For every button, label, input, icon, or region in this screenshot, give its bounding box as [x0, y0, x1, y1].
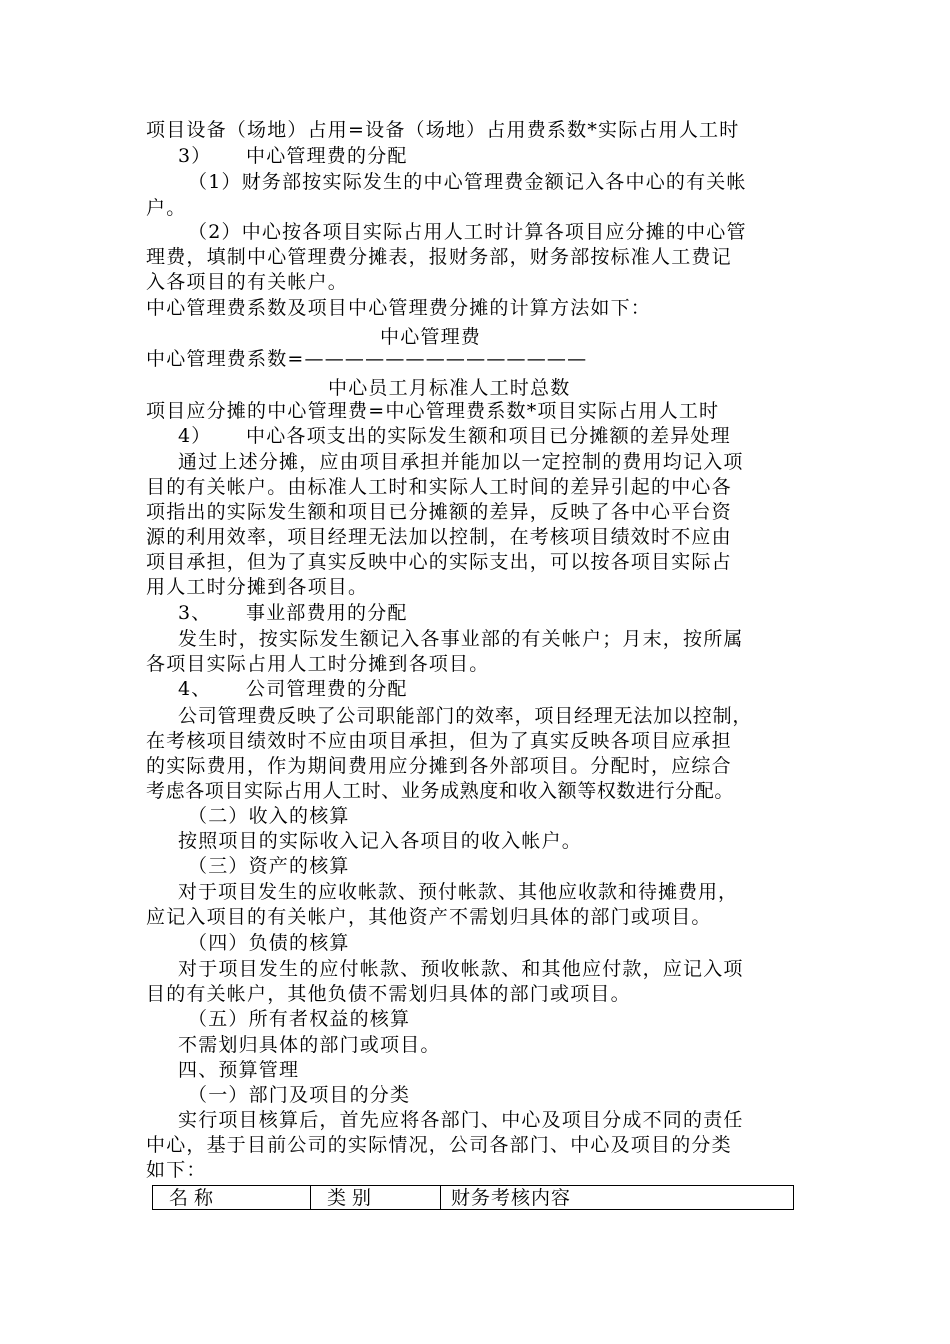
formula-denominator: 中心员工月标准人工时总数	[328, 377, 571, 399]
paragraph-line: 项目设备（场地）占用=设备（场地）占用费系数*实际占用人工时	[146, 119, 740, 141]
paragraph-line: 不需划归具体的部门或项目。	[178, 1034, 441, 1056]
section-heading	[178, 676, 408, 702]
section-heading	[178, 600, 408, 626]
paragraph-line: 通过上述分摊，应由项目承担并能加以一定控制的费用均记入项	[178, 451, 744, 473]
heading-number: 3、	[178, 602, 212, 624]
section-heading	[178, 143, 408, 169]
paragraph-line: 项指出的实际发生额和项目已分摊额的差异，反映了各中心平台资	[146, 501, 732, 523]
paragraph-line: 目的有关帐户。由标准人工时和实际人工时间的差异引起的中心各	[146, 476, 732, 498]
heading-text: 公司管理费的分配	[246, 678, 408, 700]
subsection-heading: （四）负债的核算	[188, 932, 350, 954]
paragraph-line: 对于项目发生的应付帐款、预收帐款、和其他应付款，应记入项	[178, 958, 744, 980]
paragraph-line: 用人工时分摊到各项目。	[146, 576, 369, 598]
paragraph-line: 目的有关帐户，其他负债不需划归具体的部门或项目。	[146, 983, 631, 1005]
paragraph-line: 各项目实际占用人工时分摊到各项目。	[146, 653, 490, 675]
paragraph-line: 项目应分摊的中心管理费=中心管理费系数*项目实际占用人工时	[146, 400, 720, 422]
paragraph-line: 中心管理费系数及项目中心管理费分摊的计算方法如下：	[146, 297, 652, 319]
paragraph-line: 户。	[146, 197, 187, 219]
paragraph-line: 项目承担，但为了真实反映中心的实际支出，可以按各项目实际占	[146, 551, 732, 573]
paragraph-line: 应记入项目的有关帐户，其他资产不需划归具体的部门或项目。	[146, 906, 712, 928]
heading-text: 事业部费用的分配	[246, 602, 408, 624]
formula-numerator: 中心管理费	[380, 326, 482, 348]
subsection-heading: （二）收入的核算	[188, 805, 350, 827]
subsection-heading: （一）部门及项目的分类	[188, 1084, 411, 1106]
table-header-row	[153, 1186, 794, 1210]
table-header-cell: 类别	[311, 1186, 441, 1210]
paragraph-line: 对于项目发生的应收帐款、预付帐款、其他应收款和待摊费用，	[178, 881, 739, 903]
paragraph-line: 理费，填制中心管理费分摊表，报财务部，财务部按标准人工费记	[146, 246, 732, 268]
table-header-cell: 财务考核内容	[441, 1186, 794, 1210]
paragraph-line: 考虑各项目实际占用人工时、业务成熟度和收入额等权数进行分配。	[146, 780, 735, 802]
paragraph-line: 公司管理费反映了公司职能部门的效率，项目经理无法加以控制，	[178, 705, 753, 727]
classification-table	[152, 1185, 794, 1210]
heading-text: 中心各项支出的实际发生额和项目已分摊额的差异处理	[246, 425, 731, 447]
paragraph-line: 中心，基于目前公司的实际情况，公司各部门、中心及项目的分类	[146, 1134, 732, 1156]
formula-line: 中心管理费系数=——————————————	[146, 348, 588, 370]
paragraph-line: 入各项目的有关帐户。	[146, 271, 349, 293]
paragraph-line: 在考核项目绩效时不应由项目承担，但为了真实反映各项目应承担	[146, 730, 732, 752]
section-heading	[178, 423, 731, 449]
paragraph-line: 的实际费用，作为期间费用应分摊到各外部项目。分配时，应综合	[146, 755, 732, 777]
paragraph-line: 发生时，按实际发生额记入各事业部的有关帐户；月末，按所属	[178, 628, 744, 650]
paragraph-line: （1）财务部按实际发生的中心管理费金额记入各中心的有关帐	[188, 171, 747, 193]
paragraph-line: 如下：	[146, 1159, 207, 1181]
table-header-cell: 名称	[153, 1186, 311, 1210]
paragraph-line: 按照项目的实际收入记入各项目的收入帐户。	[178, 830, 583, 852]
heading-number: 4、	[178, 678, 212, 700]
heading-number: 3）	[178, 145, 212, 167]
paragraph-line: 源的利用效率，项目经理无法加以控制，在考核项目绩效时不应由	[146, 526, 732, 548]
heading-text: 中心管理费的分配	[246, 145, 408, 167]
subsection-heading: （五）所有者权益的核算	[188, 1008, 411, 1030]
section-heading: 四、预算管理	[178, 1059, 300, 1081]
paragraph-line: （2）中心按各项目实际占用人工时计算各项目应分摊的中心管	[188, 221, 747, 243]
paragraph-line: 实行项目核算后，首先应将各部门、中心及项目分成不同的责任	[178, 1109, 744, 1131]
subsection-heading: （三）资产的核算	[188, 855, 350, 877]
heading-number: 4）	[178, 425, 212, 447]
